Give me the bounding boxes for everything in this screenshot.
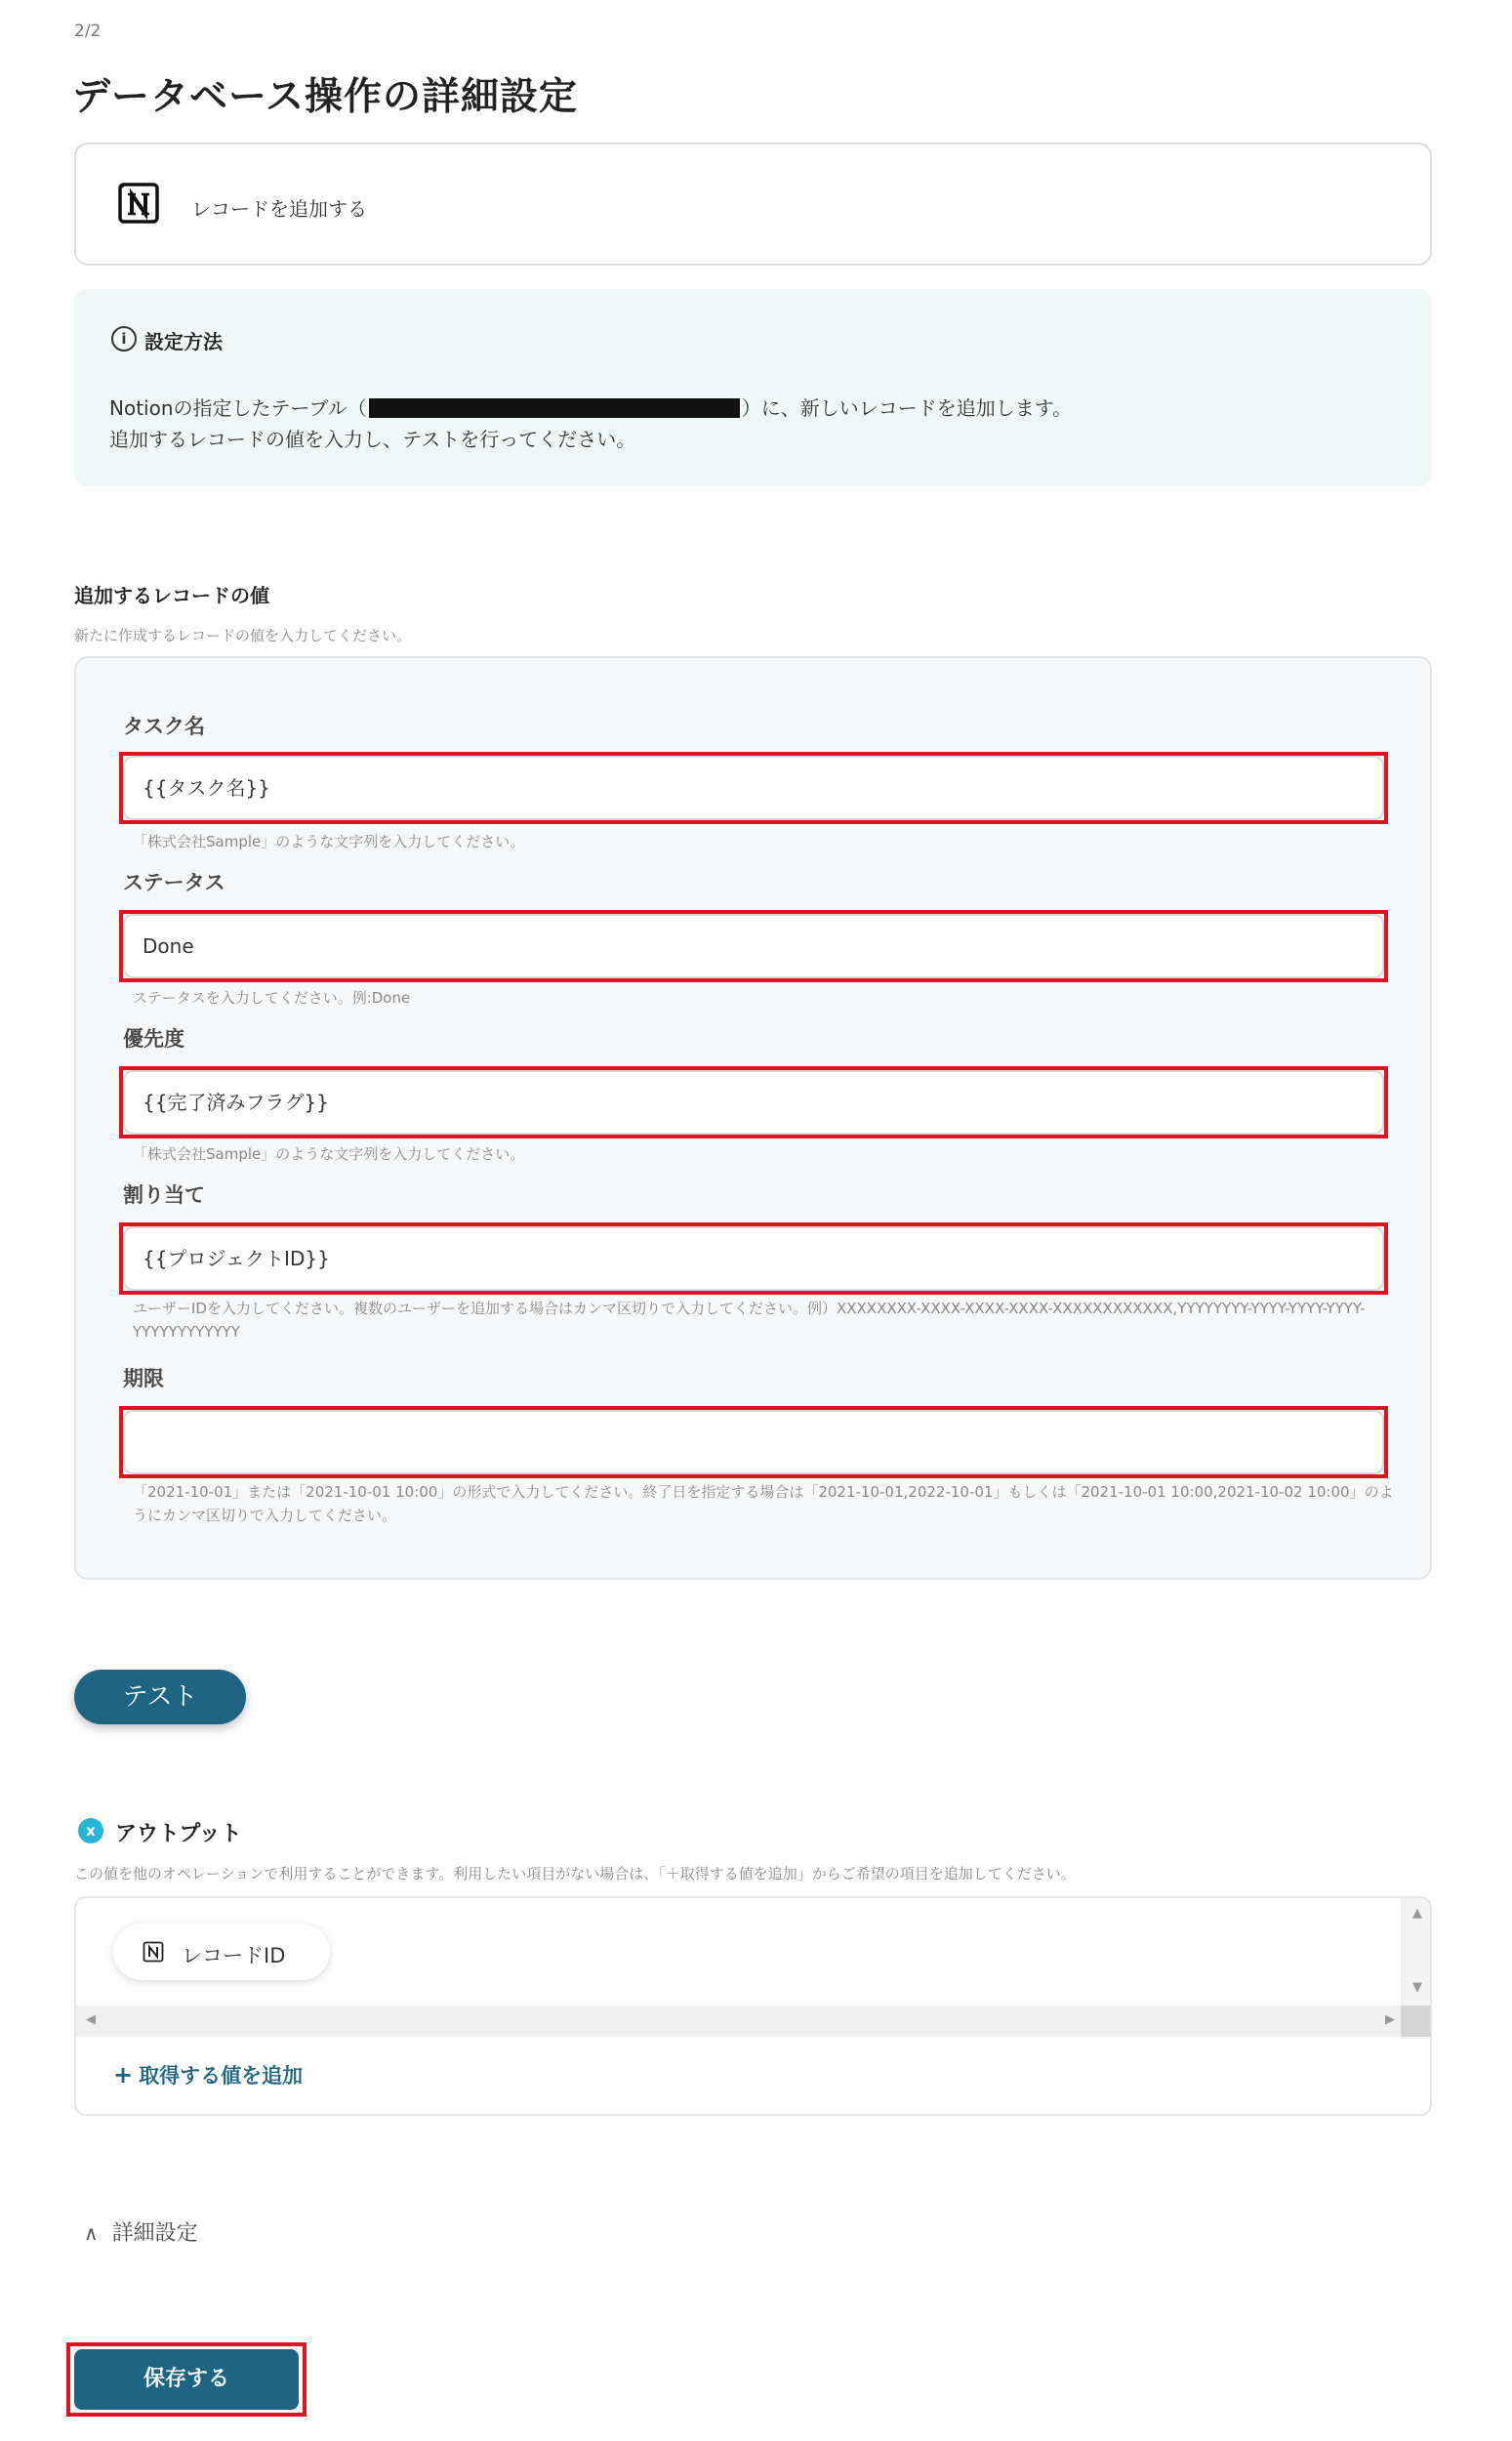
details-settings-toggle[interactable]	[84, 2216, 198, 2247]
info-icon: i	[111, 326, 137, 352]
scroll-left-icon[interactable]: ◀	[86, 2012, 96, 2027]
status-hint: ステータスを入力してください。例:Done	[133, 989, 411, 1007]
status-input[interactable]: Done	[123, 914, 1384, 978]
output-icon: x	[78, 1818, 103, 1843]
scrollbar-corner	[1401, 2006, 1430, 2037]
scroll-down-icon[interactable]: ▼	[1412, 1980, 1422, 1995]
field-label-due-date: 期限	[123, 1367, 164, 1390]
info-heading: 設定方法	[144, 330, 223, 353]
priority-input[interactable]: {{完了済みフラグ}}	[123, 1070, 1384, 1135]
notion-logo-icon	[117, 182, 162, 227]
chevron-up-icon: ∧	[84, 2221, 99, 2245]
field-label-priority: 優先度	[123, 1027, 184, 1051]
action-card[interactable]	[74, 143, 1432, 266]
info-box	[74, 289, 1432, 486]
record-values-heading: 追加するレコードの値	[74, 584, 269, 607]
priority-hint: 「株式会社Sample」のような文字列を入力してください。	[133, 1145, 525, 1163]
details-settings-label: 詳細設定	[111, 2221, 198, 2246]
notion-logo-icon	[143, 1941, 164, 1963]
add-value-button[interactable]	[113, 2060, 303, 2089]
add-value-label: 取得する値を追加	[139, 2064, 304, 2088]
info-description-line1	[109, 393, 1072, 421]
save-button[interactable]: 保存する	[74, 2349, 299, 2410]
record-form	[74, 656, 1432, 1580]
field-label-status: ステータス	[123, 871, 225, 894]
field-label-task-name: タスク名	[123, 715, 205, 738]
info-line1-prefix: Notionの指定したテーブル（	[109, 396, 367, 420]
task-name-hint: 「株式会社Sample」のような文字列を入力してください。	[133, 833, 525, 850]
field-label-assignee: 割り当て	[123, 1183, 205, 1207]
output-chip-record-id[interactable]	[113, 1924, 330, 1980]
horizontal-scrollbar[interactable]	[76, 2006, 1405, 2037]
highlight-frame	[119, 1222, 1388, 1295]
scroll-up-icon[interactable]: ▲	[1412, 1906, 1422, 1921]
assignee-input[interactable]: {{プロジェクトID}}	[123, 1226, 1384, 1291]
task-name-input[interactable]: {{タスク名}}	[123, 756, 1384, 820]
info-description-line2: 追加するレコードの値を入力し、テストを行ってください。	[109, 428, 636, 451]
output-subtitle: この値を他のオペレーションで利用することができます。利用したい項目がない場合は、「＋取得する値を追加」からご希望の項目を追加してください。	[74, 1865, 1076, 1882]
output-chip-label: レコードID	[182, 1944, 286, 1967]
test-button[interactable]: テスト	[74, 1670, 246, 1724]
assignee-hint: ユーザーIDを入力してください。複数のユーザーを追加する場合はカンマ区切りで入力してください。例）XXXXXXXX-XXXX-XXXX-XXXX-XXXXXXXXXXXX,YYYYYYYY-YYYY-YYYY-YYYY-YYYYYYYYYYYY	[133, 1300, 1366, 1341]
plus-icon: +	[113, 2061, 134, 2089]
highlight-frame	[119, 752, 1388, 824]
step-indicator: 2/2	[74, 21, 102, 41]
output-heading: アウトプット	[115, 1822, 242, 1846]
page-title: データベース操作の詳細設定	[72, 75, 579, 119]
redacted-text	[369, 398, 740, 418]
output-box	[74, 1896, 1432, 2116]
highlight-frame	[119, 910, 1388, 982]
record-values-subtitle: 新たに作成するレコードの値を入力してください。	[74, 627, 412, 644]
highlight-frame	[119, 1066, 1388, 1138]
scroll-right-icon[interactable]: ▶	[1385, 2012, 1395, 2027]
due-date-hint: 「2021-10-01」または「2021-10-01 10:00」の形式で入力してください。終了日を指定する場合は「2021-10-01,2022-10-01」もしくは「2021-10-01 10:00,2021-10-02 10:00」のようにカンマ区切りで入力してください。	[133, 1483, 1394, 1524]
action-label: レコードを追加する	[191, 197, 367, 221]
info-line1-suffix: ）に、新しいレコードを追加します。	[741, 396, 1073, 420]
highlight-frame	[119, 1406, 1388, 1478]
